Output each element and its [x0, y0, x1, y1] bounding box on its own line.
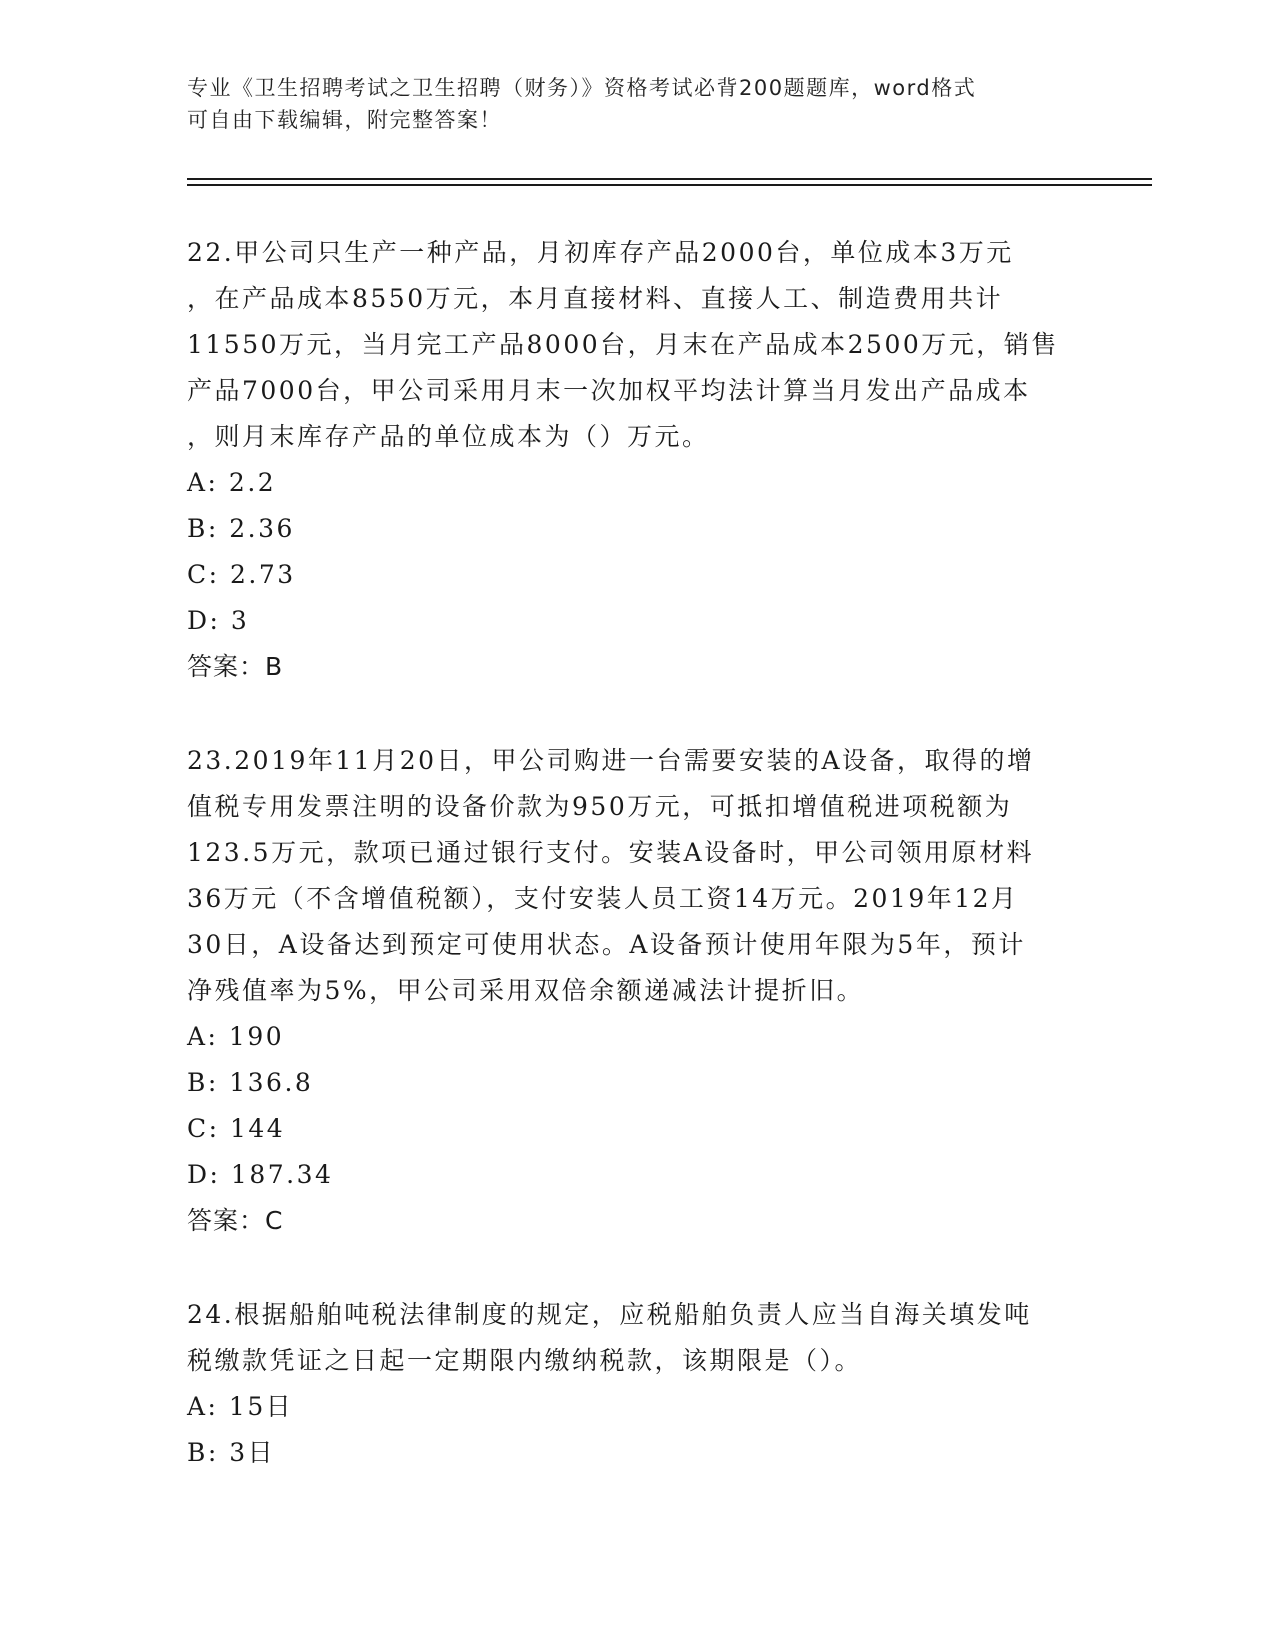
option-a: A: 15日 — [187, 1392, 294, 1421]
question-stem: 23.2019年11月20日，甲公司购进一台需要安装的A设备，取得的增 值税专用发票注明的设备价款为950万元，可抵扣增值税进项税额为 123.5万元，款项已通过银行支付。安装A设备时，甲公司领用原材料 36万元（不含增值税额），支付安装人员工资14万元。2019年12月 30日，A设备达到预定可使用状态。A设备预计使用年限为5年，预计 净残值率为5%，甲公司采用双倍余额递减法计提折旧。 — [187, 746, 1035, 1005]
option-a: A: 190 — [187, 1022, 285, 1051]
option-d: D: 187.34 — [187, 1160, 334, 1189]
option-c: C: 2.73 — [187, 560, 296, 589]
question-list — [187, 230, 1087, 1524]
document-header — [187, 72, 1087, 136]
option-b: B: 2.36 — [187, 514, 295, 543]
answer: 答案：C — [187, 1206, 284, 1235]
question-24 — [187, 1292, 1087, 1476]
header-line-1: 专业《卫生招聘考试之卫生招聘（财务）》资格考试必背200题题库，word格式 — [187, 76, 977, 100]
option-c: C: 144 — [187, 1114, 286, 1143]
option-b: B: 136.8 — [187, 1068, 314, 1097]
option-d: D: 3 — [187, 606, 250, 635]
question-23 — [187, 738, 1087, 1244]
answer: 答案：B — [187, 652, 284, 681]
header-divider-top — [187, 178, 1152, 180]
header-line-2: 可自由下载编辑，附完整答案！ — [187, 108, 502, 132]
question-22 — [187, 230, 1087, 690]
question-stem: 22.甲公司只生产一种产品，月初库存产品2000台，单位成本3万元 ，在产品成本8550万元，本月直接材料、直接人工、制造费用共计 11550万元，当月完工产品8000台，月末在产品成本2500万元，销售 产品7000台，甲公司采用月末一次加权平均法计算当月发出产品成本 ，则月末库存产品的单位成本为（）万元。 — [187, 238, 1059, 451]
option-a: A: 2.2 — [187, 468, 277, 497]
header-divider-bottom — [187, 184, 1152, 186]
option-b: B: 3日 — [187, 1438, 276, 1467]
question-stem: 24.根据船舶吨税法律制度的规定，应税船舶负责人应当自海关填发吨 税缴款凭证之日起一定期限内缴纳税款，该期限是（）。 — [187, 1300, 1032, 1375]
